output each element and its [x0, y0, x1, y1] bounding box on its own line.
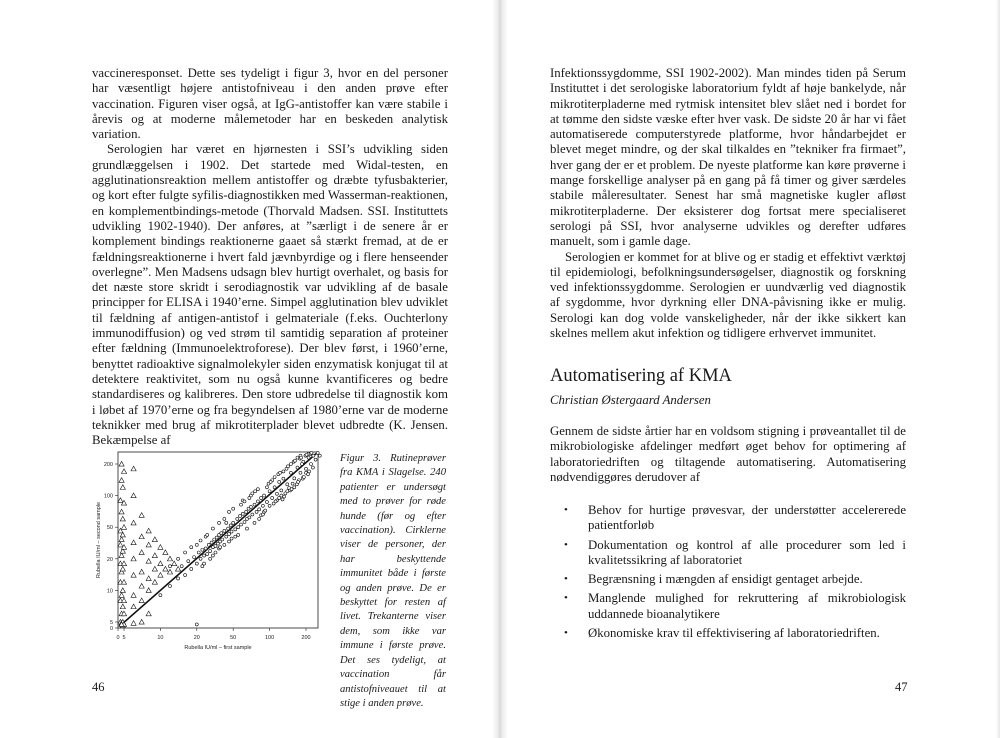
circle-point	[210, 541, 213, 544]
circle-point	[310, 463, 313, 466]
x-tick-label: 10	[157, 635, 164, 641]
circle-point	[207, 543, 210, 546]
circle-point	[180, 565, 183, 568]
circle-point	[299, 471, 302, 474]
circle-point	[258, 517, 261, 520]
book-gutter	[492, 0, 508, 738]
list-item-text: Begrænsning i mængden af ensidigt gentaget arbejde.	[588, 572, 863, 587]
circle-point	[220, 532, 223, 535]
circle-point	[265, 486, 268, 489]
triangle-point	[120, 485, 125, 490]
circle-point	[305, 453, 308, 456]
page-edge	[996, 0, 1000, 738]
bullet-icon: •	[564, 627, 568, 640]
right-page-body	[550, 66, 906, 341]
circle-point	[291, 482, 294, 485]
triangle-point	[139, 569, 144, 574]
circle-point	[223, 517, 226, 520]
circle-point	[269, 480, 272, 483]
circle-point	[289, 463, 292, 466]
circle-point	[275, 492, 278, 495]
circle-point	[195, 562, 198, 565]
x-tick-label: 50	[230, 635, 237, 641]
circle-point	[300, 456, 303, 459]
triangle-point	[152, 579, 157, 584]
triangle-point	[139, 534, 144, 539]
circle-point	[265, 500, 268, 503]
circle-point	[268, 490, 271, 493]
circle-point	[159, 594, 162, 597]
circle-point	[184, 551, 187, 554]
x-tick-label: 200	[301, 635, 311, 641]
y-tick-label: 100	[103, 493, 113, 500]
triangle-point	[146, 588, 151, 593]
triangle-point	[119, 509, 124, 514]
triangle-point	[131, 593, 136, 598]
triangle-point	[121, 525, 126, 530]
left-page-body	[92, 66, 448, 448]
circle-point	[195, 543, 198, 546]
triangle-point	[146, 559, 151, 564]
triangle-point	[172, 561, 177, 566]
triangle-point	[121, 579, 126, 584]
x-axis-label: Rubella IU/ml – first sample	[184, 645, 252, 651]
triangle-point	[119, 537, 124, 542]
triangle-point	[167, 569, 172, 574]
figure-3-caption: Figur 3. Rutineprøver fra KMA i Slagelse. 240 patienter er undersøgt med to prøver for røde hunde (før og efter vaccination). Cirklerne viser de personer, der har beskyttende immunitet både i første og anden prøve. De er beskyttet for resten af livet. Trekanterne viser dem, som ikke var immune i første prøve. Det ses tydeligt, at vaccination får antistofniveauet til at stige i anden prøve.	[340, 453, 446, 709]
circle-point	[281, 498, 284, 501]
list-item-text: Manglende mulighed for rekruttering af mikrobiologisk uddannede bioanalytikere	[588, 591, 906, 621]
triangle-point	[152, 553, 157, 558]
circle-point	[184, 574, 187, 577]
circle-point	[273, 476, 276, 479]
circle-point	[280, 489, 283, 492]
circle-point	[263, 494, 266, 497]
circle-point	[293, 477, 296, 480]
circle-point	[243, 521, 246, 524]
circle-point	[203, 554, 206, 557]
circle-point	[225, 521, 228, 524]
circle-point	[206, 533, 209, 536]
circle-point	[261, 504, 264, 507]
automation-reasons-list	[550, 503, 906, 645]
circle-point	[245, 527, 248, 530]
scatter-chart-svg	[92, 440, 337, 662]
circle-point	[300, 463, 303, 466]
circle-point	[204, 547, 207, 550]
circle-point	[287, 465, 290, 468]
list-item-text: Økonomiske krav til effektivisering af laboratoriedriften.	[588, 626, 880, 641]
circle-point	[201, 565, 204, 568]
circle-point	[237, 533, 240, 536]
triangle-point	[158, 561, 163, 566]
left-paragraph-1: vaccineresponset. Dette ses tydeligt i figur 3, hvor en del personer har væsentligt højere antistofniveau i den anden prøve efter vaccination. Figuren viser også, at IgG-antistoffer kan være stabile i årevis og at moderne målemetoder har en beskeden analytisk variation.	[92, 66, 448, 142]
triangle-point	[118, 498, 123, 503]
circle-point	[209, 550, 212, 553]
circle-point	[253, 521, 256, 524]
y-tick-label: 0	[109, 626, 113, 632]
circle-point	[297, 480, 300, 483]
section-heading: Automatisering af KMA	[550, 366, 732, 386]
x-tick-label: 5	[122, 635, 126, 641]
x-tick-label: 0	[116, 635, 120, 641]
circle-point	[261, 513, 264, 516]
circle-point	[218, 521, 221, 524]
circle-point	[243, 500, 246, 503]
x-tick-label: 20	[193, 635, 200, 641]
list-item	[550, 503, 906, 534]
circle-point	[197, 551, 200, 554]
circle-point	[282, 470, 285, 473]
circle-point	[312, 454, 315, 457]
circle-point	[232, 521, 235, 524]
bullet-icon: •	[564, 573, 568, 586]
circle-point	[260, 496, 263, 499]
circle-point	[239, 514, 242, 517]
triangle-point	[158, 545, 163, 550]
circle-point	[273, 486, 276, 489]
triangle-point	[120, 604, 125, 609]
right-paragraph-1: Infektionssygdomme, SSI 1902-2002). Man mindes tiden på Serum Instituttet i det serologiske laboratorium fyldt af høje bankelyde, når mikrotiterpladerne med rytmisk intensitet blev slået ned i bordet for at tømme den sidste væske efter hver vask. De sidste 20 år har vi fået automatiserede computerstyrede platforme, hvor håndarbejdet er blevet meget mindre, og der skal tilkaldes en ”tekniker fra firmaet”, hver gang der er et problem. De nyeste platforme kan køre prøverne i mange forskellige analyser på en gang på få timer og giver særdeles stabile måleresultater. Senest har små magnetiske kugler afløst mikrotiterpladerne. Der eksisterer dog fortsat mere specialiseret serologi på SSI, hvor analyserne udvikles og derefter udføres manuelt, som i gamle dage.	[550, 66, 906, 249]
circle-point	[168, 585, 171, 588]
x-tick-label: 100	[265, 635, 275, 641]
list-item	[550, 538, 906, 569]
triangle-point	[163, 566, 168, 571]
triangle-point	[131, 604, 136, 609]
circle-point	[245, 510, 248, 513]
circle-point	[290, 488, 293, 491]
circle-point	[316, 451, 319, 454]
circle-point	[214, 551, 217, 554]
circle-point	[255, 510, 258, 513]
circle-point	[227, 527, 230, 530]
y-tick-label: 10	[106, 588, 113, 595]
triangle-point	[146, 542, 151, 547]
circle-point	[293, 459, 296, 462]
triangle-point	[158, 572, 163, 577]
circle-point	[239, 503, 242, 506]
circle-point	[293, 486, 296, 489]
circle-point	[318, 454, 321, 457]
circle-point	[234, 528, 237, 531]
y-axis-label: Rubella IU/ml – second sample	[96, 501, 102, 579]
circle-point	[310, 451, 313, 454]
triangle-point	[146, 611, 151, 616]
triangle-point	[131, 466, 136, 471]
circle-point	[199, 557, 202, 560]
circle-point	[195, 623, 198, 626]
triangle-point	[139, 583, 144, 588]
triangle-point	[121, 469, 126, 474]
bullet-icon: •	[564, 592, 568, 605]
circle-point	[221, 538, 224, 541]
list-item-text: Behov for hurtige prøvesvar, der understøtter accelererede patientforløb	[588, 503, 906, 533]
triangle-point	[131, 520, 136, 525]
y-tick-label: 200	[103, 462, 113, 468]
bullet-icon: •	[564, 504, 568, 516]
bullet-icon: •	[564, 538, 568, 551]
y-tick-label: 20	[106, 556, 113, 563]
circle-point	[256, 488, 259, 491]
triangle-point	[131, 493, 136, 498]
circle-point	[228, 533, 231, 536]
circle-point	[311, 466, 314, 469]
triangle-point	[146, 576, 151, 581]
circle-point	[223, 529, 226, 532]
circle-point	[283, 495, 286, 498]
triangle-point	[139, 550, 144, 555]
circle-point	[187, 560, 190, 563]
circle-point	[248, 516, 251, 519]
circle-point	[302, 476, 305, 479]
circle-point	[282, 477, 285, 480]
triangle-point	[146, 528, 151, 533]
circle-point	[307, 456, 310, 459]
y-tick-label: 5	[109, 620, 113, 626]
triangle-point	[120, 516, 125, 521]
triangle-point	[131, 556, 136, 561]
section-intro: Gennem de sidste årtier har en voldsom stigning i prøveantallet til de mikrobiologiske afdelinger medført øget behov for optimering af laboratoriedriften og tiltagende automatisering. Automatisering nødvendiggøres derudover af	[550, 424, 906, 484]
left-paragraph-2: Serologien har været en hjørnesten i SSI’s udvikling siden grundlæggelsen i 1902. Det startede med Widal-testen, en agglutinationsreaktion mellem antistoffer og dræbte tyfusbakterier, og kort efter fulgte syfilis-diagnostikken med Wasserman-reaktionen, en komplementbindings-metode (Thorvald Madsen. SSI. Instituttets udvikling 1902-1940). Der anføres, at ”særligt i de senere år er komplement bindings reaktionerne gaaet så stærkt fremad, at de er fældningsreaktionerne i hvert fald jævnbyrdige og i flere henseender overlegne”. Men Madsens udsagn blev hurtigt overhalet, og basis for det næste store skridt i serodiagnostik var udvikling af de basale principper for ELISA i 1940’erne. Simpel agglutination blev udviklet til fældning af antigen-antistof i gelmateriale (f.eks. Ouchterlony immunodiffusion) og ved strøm til samtidig separation af proteiner efter fældning (Immunoelektroforese). Der blev først, i 1960’erne, benyttet radioaktive signalmolekyler siden enzymatisk konjugat til at detektere reaktivitet, som nu også kunne kvantificeres og bedre standardiseres og kalibreres. Den store udbredelse til diagnostik kom i løbet af 1970’erne og fra begyndelsen af 1980’erne var de moderne teknikker med brug af mikrotiterplader blevet udbredte (K. Jensen. Bekæmpelse af	[92, 142, 448, 448]
circle-point	[236, 517, 239, 520]
triangle-point	[121, 598, 126, 603]
circle-point	[211, 554, 214, 557]
circle-point	[239, 523, 242, 526]
circle-point	[234, 535, 237, 538]
triangle-point	[118, 542, 123, 547]
triangle-point	[152, 566, 157, 571]
circle-point	[264, 509, 267, 512]
circle-point	[253, 503, 256, 506]
circle-point	[193, 556, 196, 559]
circle-point	[314, 458, 317, 461]
triangle-point	[121, 561, 126, 566]
circle-point	[214, 544, 217, 547]
circle-point	[278, 480, 281, 483]
circle-point	[248, 496, 251, 499]
y-tick-label: 50	[106, 525, 113, 532]
circle-point	[177, 557, 180, 560]
triangle-point	[119, 478, 124, 483]
circle-point	[199, 539, 202, 542]
circle-point	[274, 500, 277, 503]
circle-point	[201, 548, 204, 551]
figure-3-scatter-plot	[92, 440, 337, 662]
triangle-point	[131, 621, 136, 626]
circle-point	[289, 471, 292, 474]
triangle-point	[119, 461, 124, 466]
triangle-point	[119, 593, 124, 598]
circle-point	[237, 526, 240, 529]
circle-point	[268, 504, 271, 507]
triangle-point	[119, 553, 124, 558]
circle-point	[228, 540, 231, 543]
circle-point	[249, 505, 252, 508]
triangle-point	[120, 566, 125, 571]
circle-point	[254, 490, 257, 493]
list-item	[550, 591, 906, 622]
circle-point	[258, 508, 261, 511]
circle-point	[256, 500, 259, 503]
circle-point	[206, 552, 209, 555]
circle-point	[168, 565, 171, 568]
triangle-point	[120, 588, 125, 593]
circle-point	[241, 512, 244, 515]
triangle-point	[167, 556, 172, 561]
circle-point	[190, 567, 193, 570]
triangle-point	[139, 598, 144, 603]
circle-point	[228, 510, 231, 513]
list-item	[550, 626, 906, 641]
triangle-point	[139, 619, 144, 624]
circle-point	[305, 467, 308, 470]
section-author: Christian Østergaard Andersen	[550, 393, 711, 407]
list-item-text: Dokumentation og kontrol af alle procedurer som led i kvalitetssikring af laboratoriet	[588, 537, 906, 567]
circle-point	[286, 483, 289, 486]
circle-point	[271, 496, 274, 499]
circle-point	[219, 546, 222, 549]
triangle-point	[139, 513, 144, 518]
circle-point	[230, 537, 233, 540]
circle-point	[284, 492, 287, 495]
triangle-point	[152, 537, 157, 542]
circle-point	[215, 536, 218, 539]
circle-point	[251, 492, 254, 495]
circle-point	[308, 470, 311, 473]
right-paragraph-2: Serologien er kommet for at blive og er stadig et effektivt værktøj til epidemiologi, befolkningsundersøgelser, diagnostik og forskning ved infektionssygdomme. Serologien er uundværlig ved diagnostik af sygdomme, hvor dyrkning eller DNA-påvisning ikke er mulig. Serologi kan dog volde vanskeligheder, når der ikke sikkert kan skelnes mellem akut infektion og tidligere erhvervet immunitet.	[550, 249, 906, 341]
page-number-right: 47	[895, 680, 908, 694]
circle-point	[251, 513, 254, 516]
circle-point	[280, 494, 283, 497]
circle-point	[209, 557, 212, 560]
circle-point	[223, 543, 226, 546]
circle-point	[232, 507, 235, 510]
triangle-point	[175, 566, 180, 571]
list-item	[550, 572, 906, 587]
circle-point	[229, 524, 232, 527]
circle-point	[296, 466, 299, 469]
circle-point	[190, 546, 193, 549]
page-number-left: 46	[92, 680, 105, 694]
identity-line	[122, 452, 318, 624]
circle-point	[279, 471, 282, 474]
section-body	[550, 424, 906, 485]
circle-point	[225, 535, 228, 538]
circle-point	[177, 577, 180, 580]
triangle-point	[131, 540, 136, 545]
circle-point	[230, 530, 233, 533]
triangle-point	[131, 572, 136, 577]
circle-point	[211, 527, 214, 530]
triangle-point	[163, 550, 168, 555]
